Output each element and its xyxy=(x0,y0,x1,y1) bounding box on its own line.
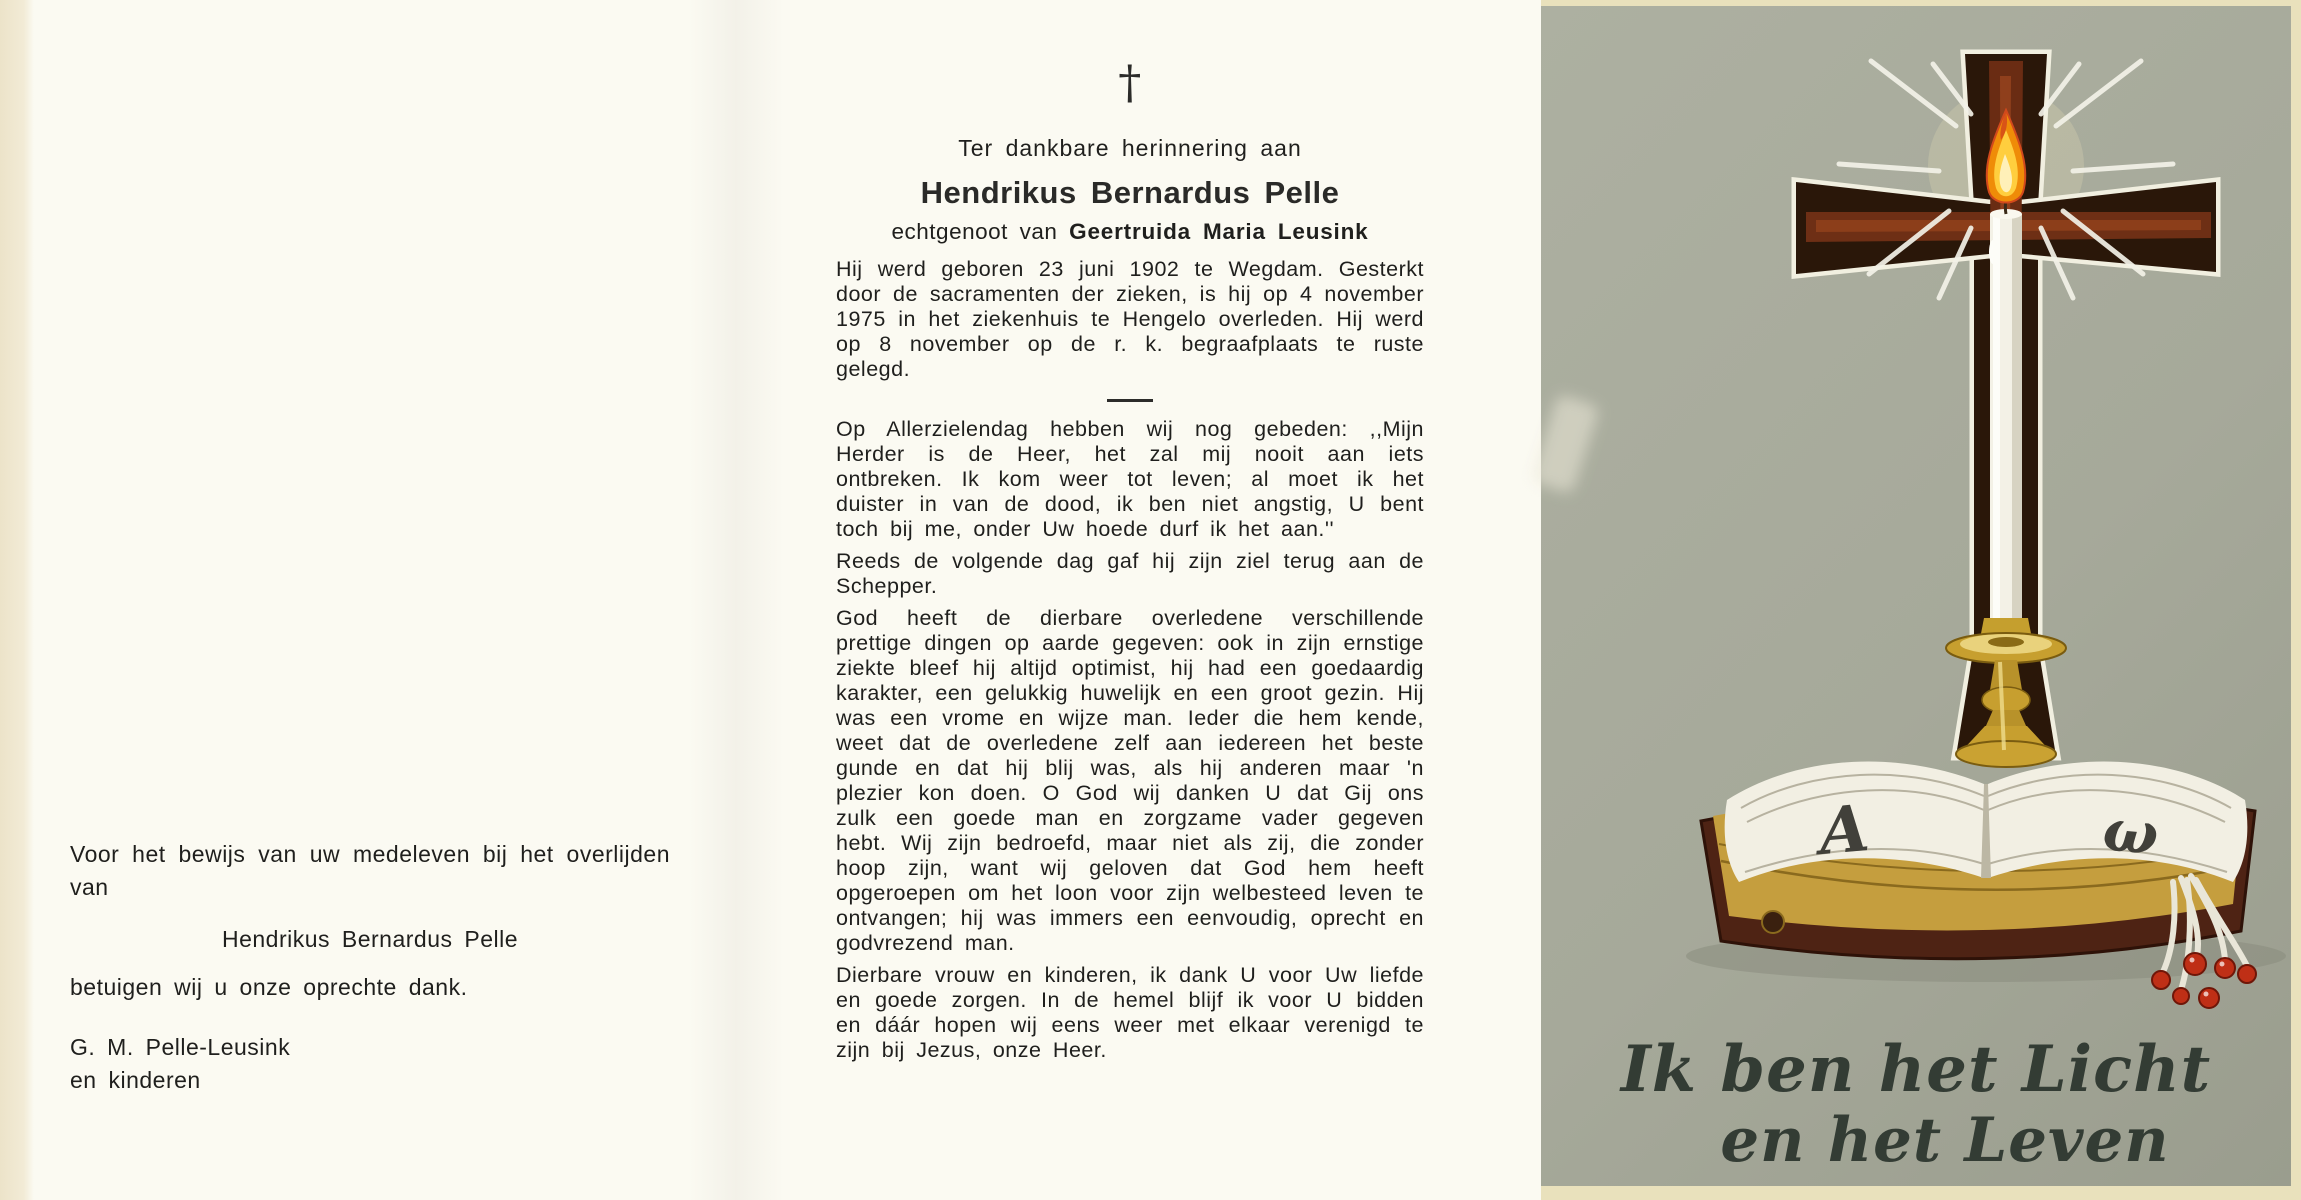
memorial-paragraph: God heeft de dierbare overledene verschillende prettige dingen op aarde gegeven: ook in zijn ernstige ziekte bleef hij altijd optimist, hij had een goedaardig karakter, een gelukkig huwelijk en een groot gezin. Hij was een vrome en wijze man. Ieder die hem kende, weet dat de overledene zelf aan iedereen het beste gunde en dat hij blij was, als hij anderen maar 'n plezier kon doen. O God wij danken U dat Gij ons zulk een goede man en zorgzame vader gegeven hebt. Wij zijn bedroefd, maar niet als zij, die zonder hoop zijn, want wij geloven dat God hem heeft opgeroepen om het loon voor zijn welbesteed leven te ontvangen; hij was immers een eenvoudig, oprecht en godvrezend man. xyxy=(836,606,1424,955)
caption-line-1: Ik ben het Licht xyxy=(1620,1032,2212,1107)
thanks-panel xyxy=(70,838,670,1097)
cross-candle-book-illustration xyxy=(1541,6,2291,1186)
grey-card-front xyxy=(1541,6,2291,1186)
memorial-paragraph: Op Allerzielendag hebben wij nog gebeden: ,,Mijn Herder is de Heer, het zal mij nooit aan iets ontbreken. Ik kom weer tot leven; al moet ik het duister in van de dood, ik ben niet angstig, U bent toch bij me, onder Uw hoede durf ik het aan.'' xyxy=(836,417,1424,541)
omega-letter: ω xyxy=(2100,795,2162,869)
thanks-deceased-name: Hendrikus Bernardus Pelle xyxy=(221,926,519,952)
caption-line-2: en het Leven xyxy=(1720,1105,2170,1176)
alpha-letter: A xyxy=(1816,791,1873,871)
fold-crease xyxy=(688,0,784,1200)
signature-name: G. M. Pelle-Leusink xyxy=(70,1034,291,1060)
book-clasp xyxy=(1762,911,1784,933)
memorial-text-panel xyxy=(836,55,1424,1070)
memorial-paragraph: Dierbare vrouw en kinderen, ik dank U voor Uw liefde en goede zorgen. In de hemel blijf ik voor U bidden en dáár hopen wij eens weer met elkaar verenigd te zijn bij Jezus, onze Heer. xyxy=(836,963,1424,1062)
spouse-prefix: echtgenoot van xyxy=(891,219,1058,244)
deceased-name: Hendrikus Bernardus Pelle xyxy=(920,175,1340,210)
spouse-line xyxy=(836,219,1424,244)
biography-paragraph: Hij werd geboren 23 juni 1902 te Wegdam. Gesterkt door de sacramenten der zieken, is hij op 4 november 1975 in het ziekenhuis te Hengelo overleden. Hij werd op 8 november op de r. k. begraafplaats te ruste gelegd. xyxy=(836,257,1424,381)
illustration-panel xyxy=(1541,0,2301,1200)
scan-edge xyxy=(0,0,34,1200)
thanks-acknowledgement: Voor het bewijs van uw medeleven bij het overlijden van xyxy=(70,841,670,900)
card-caption xyxy=(1541,1034,2291,1176)
section-divider xyxy=(1107,399,1153,402)
candle-illustration xyxy=(1989,190,2022,626)
memorial-intro: Ter dankbare herinnering aan xyxy=(958,135,1302,161)
signature-children: en kinderen xyxy=(70,1067,201,1093)
dagger-cross-symbol: † xyxy=(1118,55,1142,109)
thanks-closing: betuigen wij u onze oprechte dank. xyxy=(70,974,468,1000)
spouse-name: Geertruida Maria Leusink xyxy=(1069,219,1369,244)
memorial-paragraph: Reeds de volgende dag gaf hij zijn ziel terug aan de Schepper. xyxy=(836,549,1424,598)
